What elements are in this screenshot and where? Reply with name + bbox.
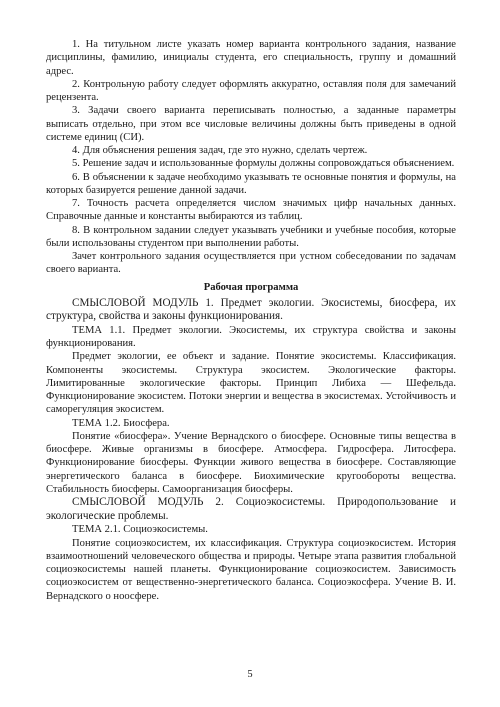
instruction-8: 8. В контрольном задании следует указывать учебники и учебные пособия, которые были использованы студентом при выполнении работы. (46, 224, 456, 249)
module-1-title: СМЫСЛОВОЙ МОДУЛЬ 1. Предмет экологии. Экосистемы, биосфера, их структура, свойства и законы функционирования. (46, 296, 456, 323)
instruction-7: 7. Точность расчета определяется числом значимых цифр начальных данных. Справочные данные и константы выбираются из таблиц. (46, 198, 456, 223)
topic-1-2-text: Понятие «биосфера». Учение Вернадского о биосфере. Основные типы вещества в биосфере. Живые организмы в биосфере. Атмосфера. Гидросфера. Литосфера. Функционирование биосферы. Функции живого вещества в биосфере. Составляющие энергетического баланса в биосфере. Биохимические кругообороты вещества. Стабильность биосферы. Самоорганизация биосферы. (46, 430, 456, 495)
topic-1-1-text: Предмет экологии, ее объект и задание. Понятие экосистемы. Классификация. Компоненты экосистемы. Структура экосистем. Экологические факторы. Лимитированные экологические факторы. Принцип Либиха — Шефельда. Функционирование экосистем. Потоки энергии и вещества в экосистемах. Устойчивость и саморегуляция экосистем. (46, 351, 456, 416)
page-content (46, 38, 456, 603)
module-2-title: СМЫСЛОВОЙ МОДУЛЬ 2. Социоэкосистемы. Природопользование и экологические проблемы. (46, 496, 456, 522)
instruction-2: 2. Контрольную работу следует оформлять аккуратно, оставляя поля для замечаний рецензента. (46, 78, 456, 103)
instruction-3: 3. Задачи своего варианта переписывать полностью, а заданные параметры выписать отдельно, при этом все числовые величины должны быть приведены в одной системе единиц (СИ). (46, 105, 456, 143)
topic-1-1-title: ТЕМА 1.1. Предмет экологии. Экосистемы, их структура свойства и законы функционирования. (46, 324, 456, 350)
credit-note: Зачет контрольного задания осуществляется при устном собеседовании по задачам своего варианта. (46, 251, 456, 276)
page-number: 5 (247, 669, 253, 680)
instruction-1: 1. На титульном листе указать номер варианта контрольного задания, название дисциплины, фамилию, инициалы студента, его специальность, группу и домашний адрес. (46, 39, 456, 77)
instruction-5: 5. Решение задач и использованные формулы должны сопровождаться объяснением. (72, 158, 455, 170)
instruction-6: 6. В объяснении к задаче необходимо указывать те основные понятия и формулы, на которых базируется решение данной задачи. (46, 171, 456, 196)
topic-2-1-text: Понятие социоэкосистем, их классификация. Структура социоэкосистем. История взаимоотношений человеческого общества и природы. Четыре этапа развития глобальной социоэкосистемы нашей планеты. Функционирование социоэкосистем. Зависимость социоэкосистем от вещественно-энергетического баланса. Социоэкосфера. Учение В. И. Вернадского о ноосфере. (46, 537, 456, 602)
topic-2-1-title: ТЕМА 2.1. Социоэкосистемы. (72, 524, 208, 536)
topic-1-2-title: ТЕМА 1.2. Биосфера. (72, 417, 170, 429)
section-heading: Рабочая программа (203, 281, 299, 293)
instruction-4: 4. Для объяснения решения задач, где это нужно, сделать чертеж. (72, 145, 368, 156)
